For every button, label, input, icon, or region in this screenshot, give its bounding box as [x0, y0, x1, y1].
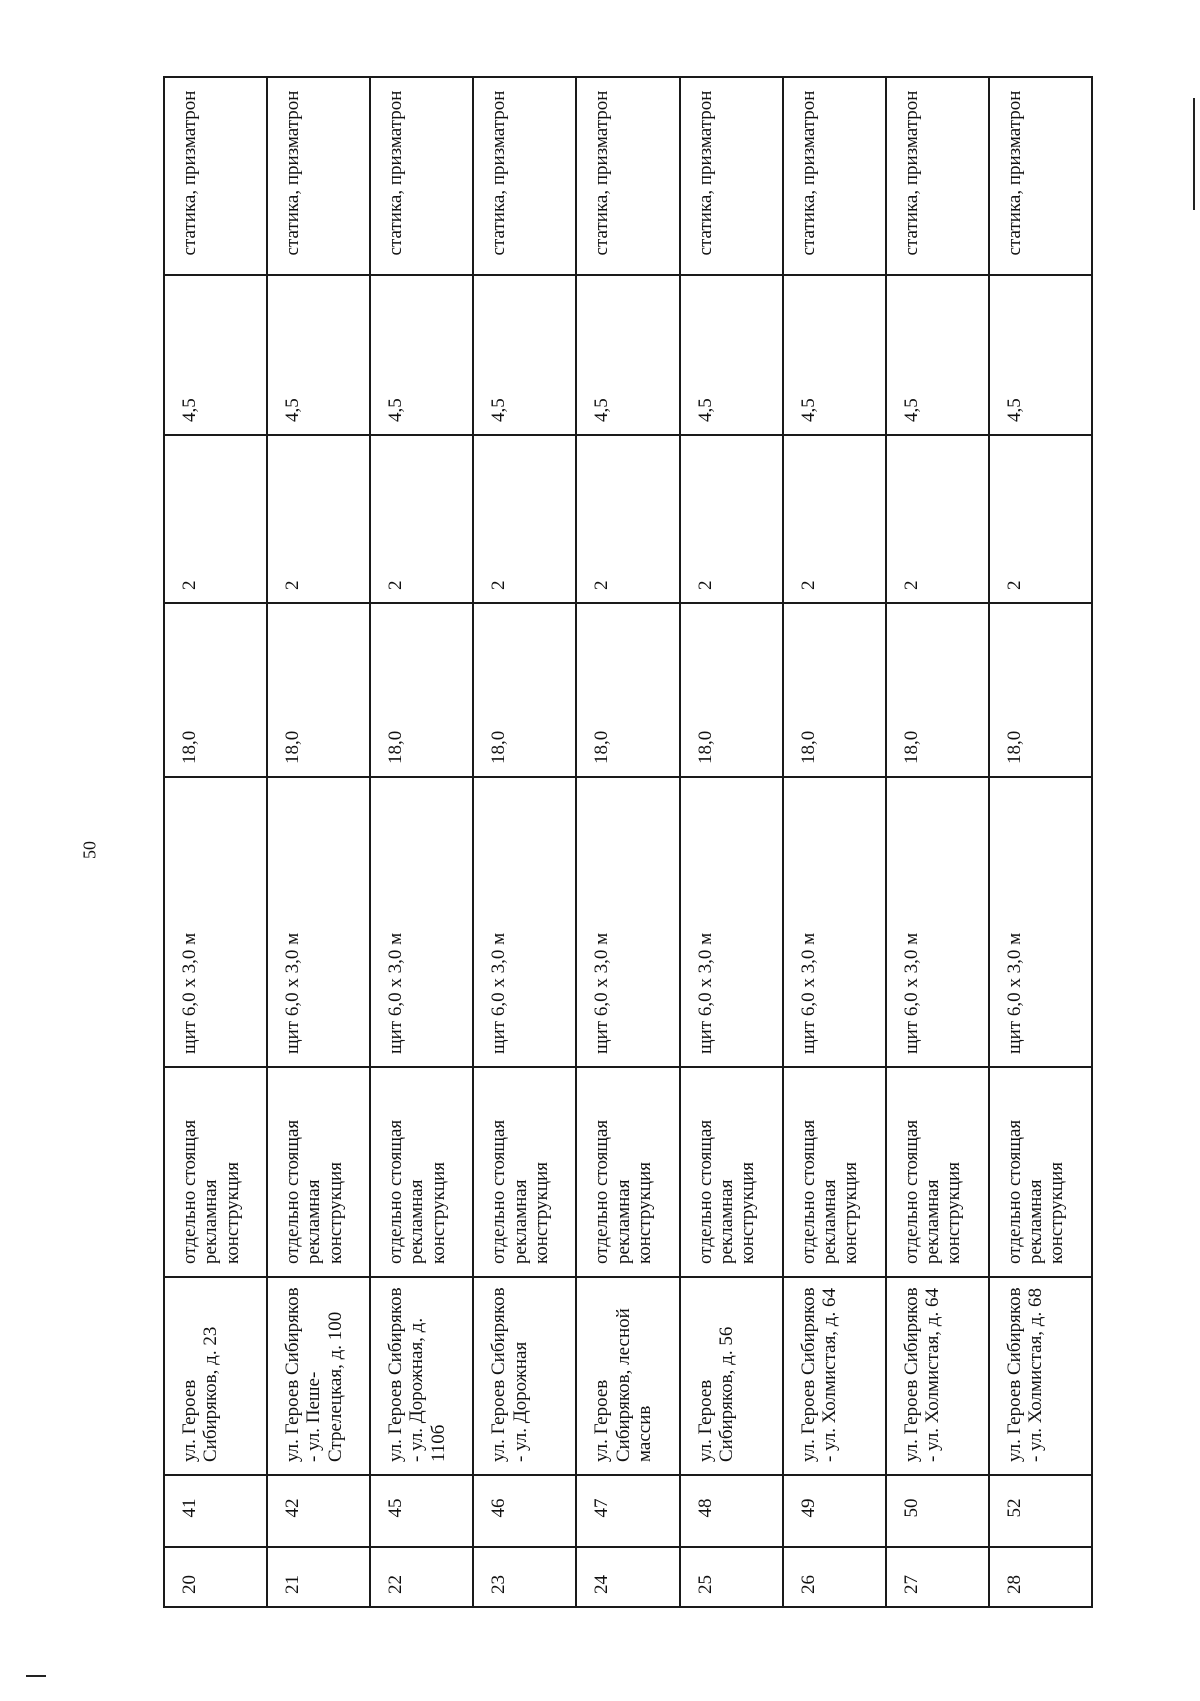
- cell-display-type: статика, призматрон: [886, 77, 989, 275]
- cell-sides: 2: [267, 435, 370, 603]
- table-row: [576, 77, 679, 1607]
- cell-sides: 2: [473, 435, 576, 603]
- table-row: [886, 77, 989, 1607]
- cell-address: ул. Героев Сибиряков, д. 56: [680, 1277, 783, 1475]
- cell-display-type: статика, призматрон: [989, 77, 1092, 275]
- cell-format: щит 6,0 х 3,0 м: [989, 777, 1092, 1067]
- cell-display-type: статика, призматрон: [680, 77, 783, 275]
- cell-row-number: 28: [989, 1547, 1092, 1607]
- table-body: [164, 77, 1092, 1607]
- cell-structure-type: отдельно стоящая рекламная конструкция: [886, 1067, 989, 1277]
- cell-row-number: 21: [267, 1547, 370, 1607]
- cell-sides: 2: [886, 435, 989, 603]
- cell-format: щит 6,0 х 3,0 м: [576, 777, 679, 1067]
- cell-area: 18,0: [267, 603, 370, 777]
- cell-format: щит 6,0 х 3,0 м: [783, 777, 886, 1067]
- cell-sides: 2: [370, 435, 473, 603]
- cell-sides: 2: [680, 435, 783, 603]
- cell-area: 18,0: [164, 603, 267, 777]
- cell-address: ул. Героев Сибиряков - ул. Дорожная: [473, 1277, 576, 1475]
- cell-site-number: 41: [164, 1475, 267, 1547]
- cell-address: ул. Героев Сибиряков, д. 23: [164, 1277, 267, 1475]
- cell-structure-type: отдельно стоящая рекламная конструкция: [783, 1067, 886, 1277]
- cell-structure-type: отдельно стоящая рекламная конструкция: [370, 1067, 473, 1277]
- cell-structure-type: отдельно стоящая рекламная конструкция: [164, 1067, 267, 1277]
- cell-display-type: статика, призматрон: [783, 77, 886, 275]
- cell-display-type: статика, призматрон: [164, 77, 267, 275]
- cell-height: 4,5: [164, 275, 267, 435]
- cell-row-number: 25: [680, 1547, 783, 1607]
- table-row: [473, 77, 576, 1607]
- cell-sides: 2: [989, 435, 1092, 603]
- table-row: [989, 77, 1092, 1607]
- cell-site-number: 42: [267, 1475, 370, 1547]
- table-row: [267, 77, 370, 1607]
- right-margin-mark: [1193, 98, 1195, 210]
- cell-structure-type: отдельно стоящая рекламная конструкция: [473, 1067, 576, 1277]
- table-container: [163, 78, 1093, 1608]
- advertising-structures-table: [163, 76, 1093, 1608]
- cell-structure-type: отдельно стоящая рекламная конструкция: [680, 1067, 783, 1277]
- cell-row-number: 22: [370, 1547, 473, 1607]
- cell-row-number: 20: [164, 1547, 267, 1607]
- cell-format: щит 6,0 х 3,0 м: [680, 777, 783, 1067]
- cell-height: 4,5: [267, 275, 370, 435]
- table-row: [164, 77, 267, 1607]
- table-row: [370, 77, 473, 1607]
- cell-format: щит 6,0 х 3,0 м: [473, 777, 576, 1067]
- cell-height: 4,5: [783, 275, 886, 435]
- cell-area: 18,0: [370, 603, 473, 777]
- table-row: [783, 77, 886, 1607]
- cell-display-type: статика, призматрон: [576, 77, 679, 275]
- cell-site-number: 46: [473, 1475, 576, 1547]
- cell-area: 18,0: [473, 603, 576, 777]
- cell-height: 4,5: [473, 275, 576, 435]
- cell-height: 4,5: [989, 275, 1092, 435]
- cell-sides: 2: [576, 435, 679, 603]
- cell-format: щит 6,0 х 3,0 м: [370, 777, 473, 1067]
- cell-area: 18,0: [989, 603, 1092, 777]
- table-row: [680, 77, 783, 1607]
- cell-row-number: 24: [576, 1547, 679, 1607]
- cell-row-number: 27: [886, 1547, 989, 1607]
- cell-display-type: статика, призматрон: [267, 77, 370, 275]
- cell-display-type: статика, призматрон: [473, 77, 576, 275]
- cell-height: 4,5: [370, 275, 473, 435]
- cell-site-number: 45: [370, 1475, 473, 1547]
- cell-area: 18,0: [680, 603, 783, 777]
- cell-site-number: 52: [989, 1475, 1092, 1547]
- cell-site-number: 47: [576, 1475, 679, 1547]
- cell-address: ул. Героев Сибиряков - ул. Холмистая, д. 64: [886, 1277, 989, 1475]
- cell-row-number: 23: [473, 1547, 576, 1607]
- cell-height: 4,5: [576, 275, 679, 435]
- cell-structure-type: отдельно стоящая рекламная конструкция: [576, 1067, 679, 1277]
- page-number: 50: [79, 841, 100, 859]
- cell-sides: 2: [783, 435, 886, 603]
- cell-address: ул. Героев Сибиряков - ул. Холмистая, д. 68: [989, 1277, 1092, 1475]
- cell-structure-type: отдельно стоящая рекламная конструкция: [989, 1067, 1092, 1277]
- cell-height: 4,5: [680, 275, 783, 435]
- cell-area: 18,0: [886, 603, 989, 777]
- cell-area: 18,0: [783, 603, 886, 777]
- cell-site-number: 50: [886, 1475, 989, 1547]
- cell-format: щит 6,0 х 3,0 м: [886, 777, 989, 1067]
- cell-address: ул. Героев Сибиряков, лесной массив: [576, 1277, 679, 1475]
- cell-sides: 2: [164, 435, 267, 603]
- cell-row-number: 26: [783, 1547, 886, 1607]
- cell-format: щит 6,0 х 3,0 м: [267, 777, 370, 1067]
- cell-area: 18,0: [576, 603, 679, 777]
- cell-address: ул. Героев Сибиряков - ул. Пеше-Стрелецкая, д. 100: [267, 1277, 370, 1475]
- cell-height: 4,5: [886, 275, 989, 435]
- cell-format: щит 6,0 х 3,0 м: [164, 777, 267, 1067]
- cell-structure-type: отдельно стоящая рекламная конструкция: [267, 1067, 370, 1277]
- cell-address: ул. Героев Сибиряков - ул. Дорожная, д. 110б: [370, 1277, 473, 1475]
- cell-site-number: 49: [783, 1475, 886, 1547]
- cell-site-number: 48: [680, 1475, 783, 1547]
- cell-address: ул. Героев Сибиряков - ул. Холмистая, д. 64: [783, 1277, 886, 1475]
- bottom-left-margin-mark: [26, 1675, 46, 1677]
- cell-display-type: статика, призматрон: [370, 77, 473, 275]
